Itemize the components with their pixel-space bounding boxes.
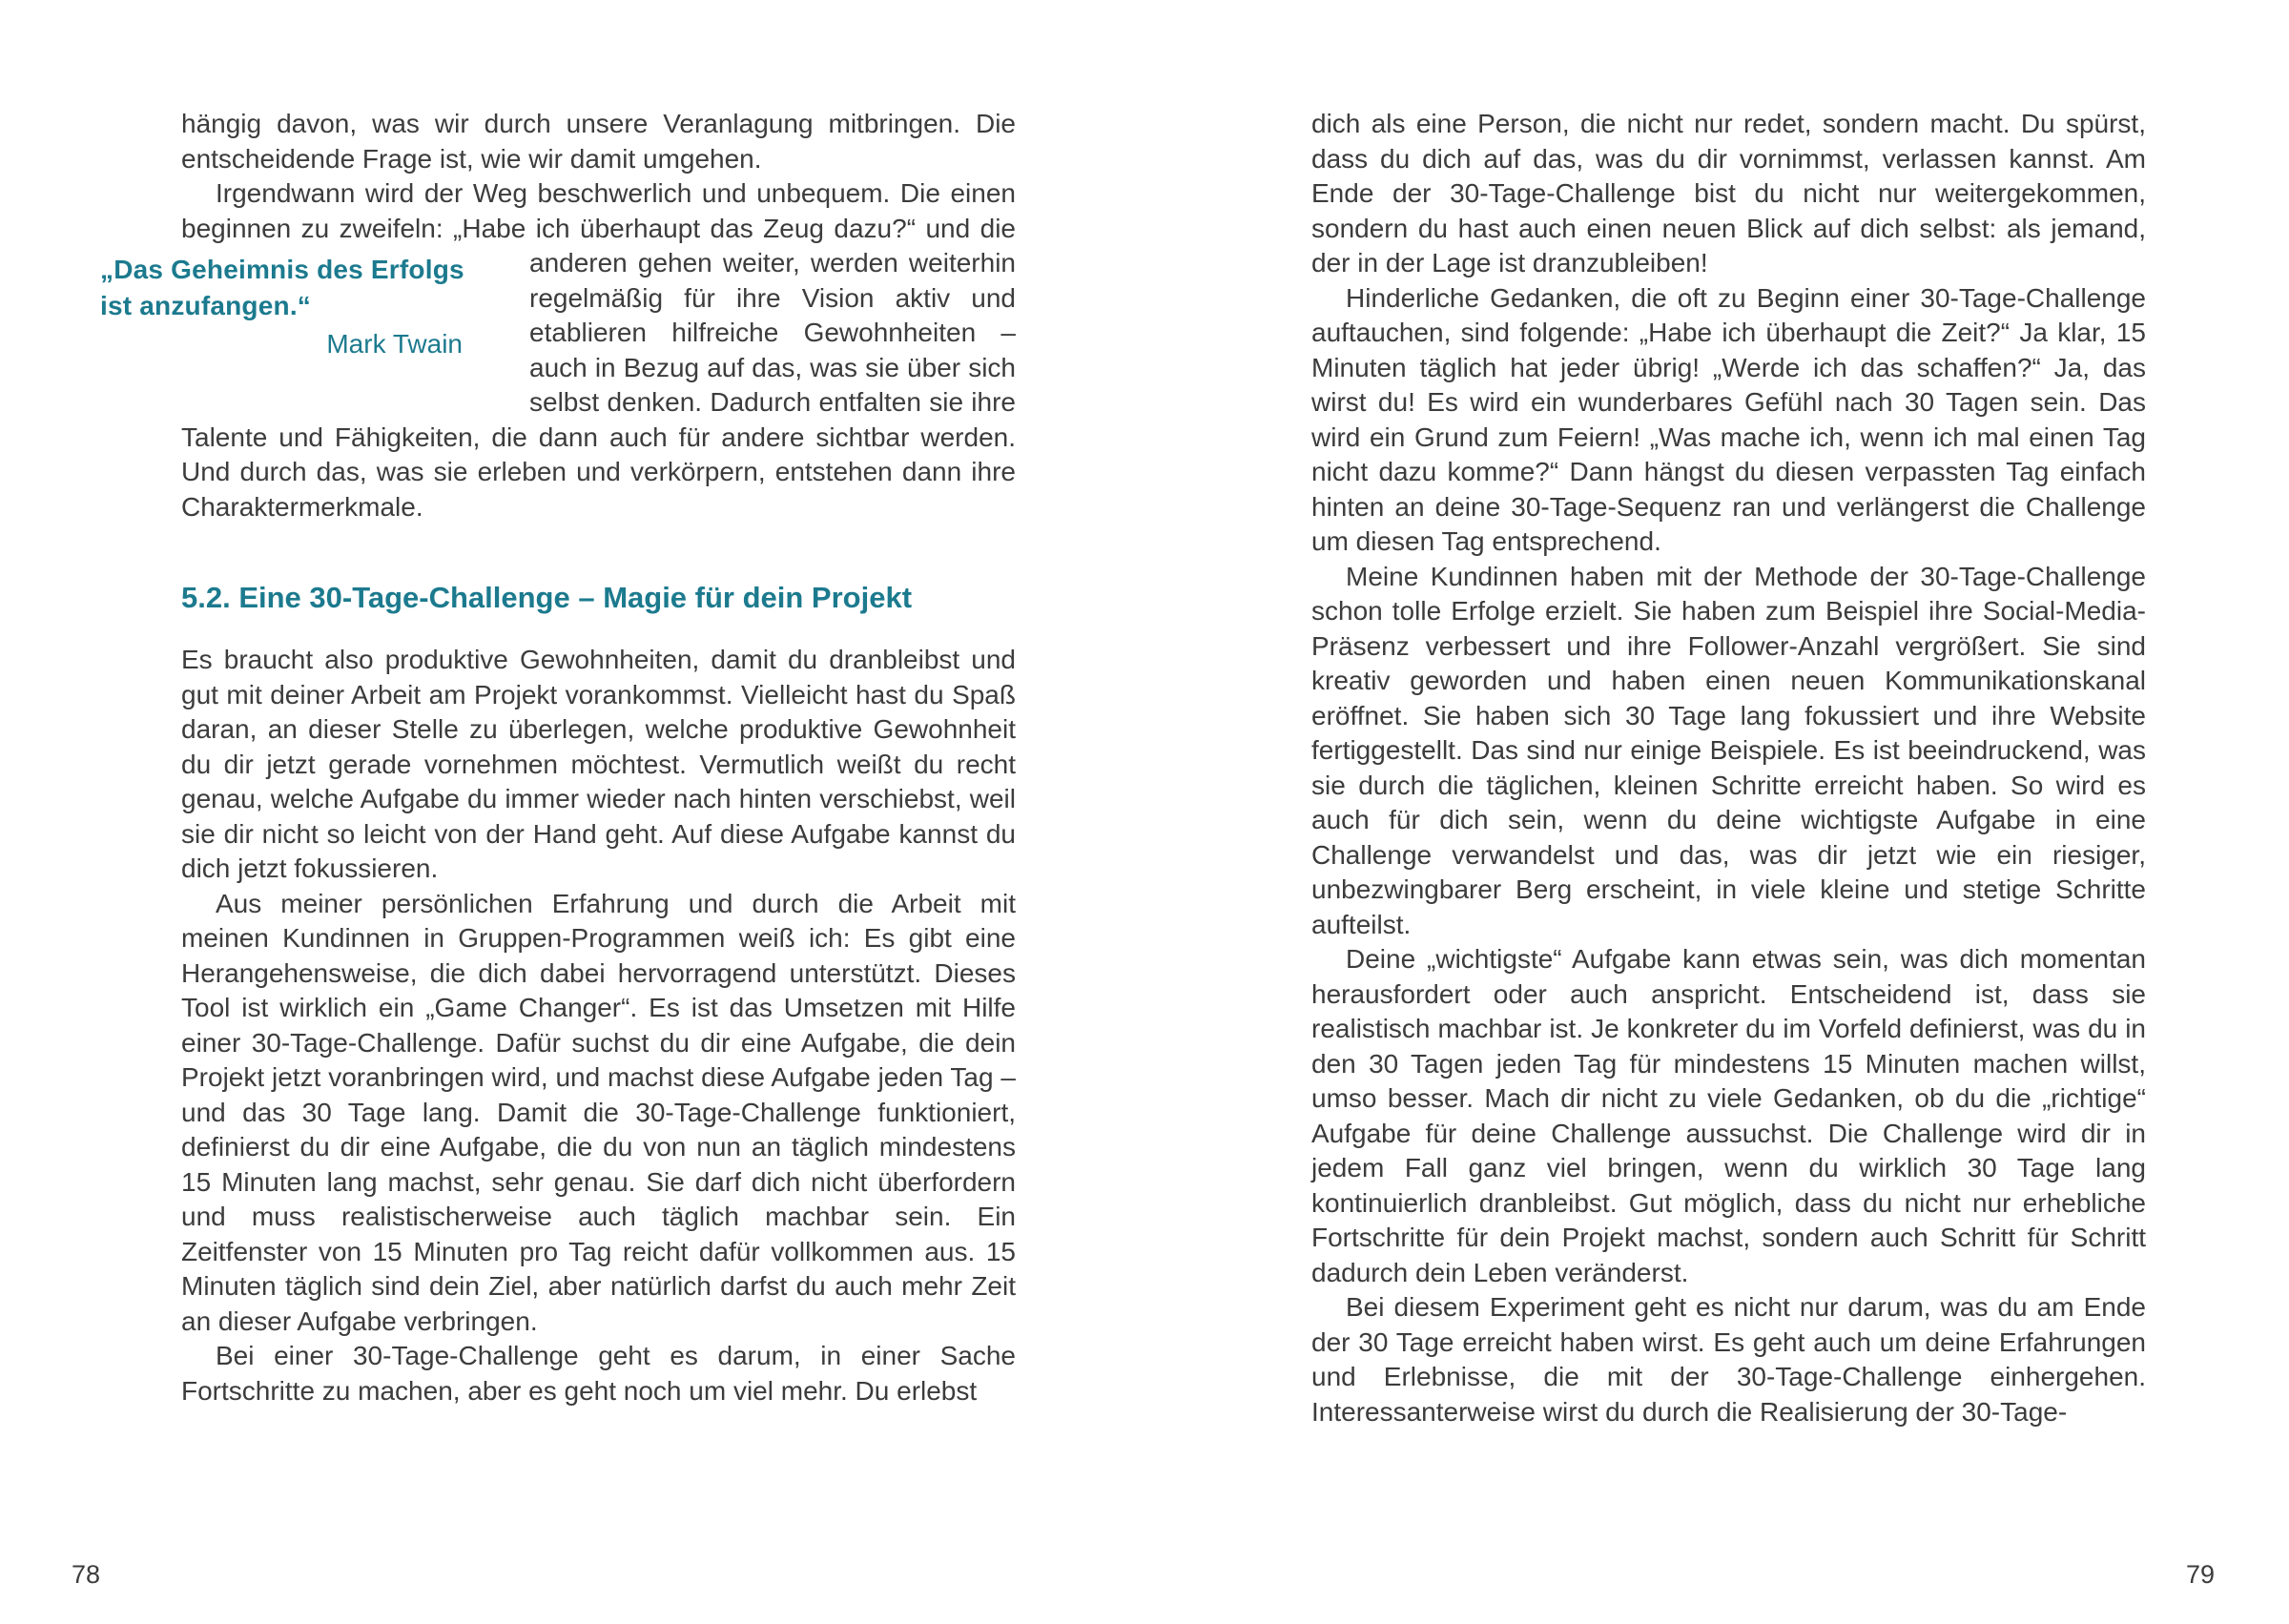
paragraph: Aus meiner persönlichen Erfahrung und durch die Arbeit mit meinen Kundinnen in Gruppen-Programmen weiß ich: Es gibt eine Herangehensweise, die dich dabei hervorragend unterstützt. Dieses Tool ist wirklich ein „Game Changer“. Es ist das Umsetzen mit Hilfe einer 30-Tage-Challenge. Dafür suchst du dir eine Aufgabe, die dein Projekt jetzt voranbringen wird, und machst diese Aufgabe jeden Tag – und das 30 Tage lang. Damit die 30-Tage-Challenge funktioniert, definierst du dir eine Aufgabe, die du von nun an täglich mindestens 15 Minuten lang machst, sehr genau. Sie darf dich nicht überfordern und muss realistischerweise auch täglich machbar sein. Ein Zeitfenster von 15 Minuten pro Tag reicht dafür vollkommen aus. 15 Minuten täglich sind dein Ziel, aber natürlich darfst du auch mehr Zeit an dieser Aufgabe verbringen. — [181, 888, 1016, 1336]
paragraph-continuation: hängig davon, was wir durch unsere Veranlagung mitbringen. Die entscheidende Frage ist, wie wir damit umgehen. — [181, 109, 1016, 174]
paragraph: Hinderliche Gedanken, die oft zu Beginn einer 30-Tage-Challenge auftauchen, sind folgende: „Habe ich überhaupt die Zeit?“ Ja klar, 15 Minuten täglich hat jeder übrig! „Werde ich das schaffen?“ Ja, das wirst du! Es wird ein wunderbares Gefühl nach 30 Tagen sein. Das wird ein Grund zum Feiern! „Was mache ich, wenn ich mal einen Tag nicht dazu komme?“ Dann hängst du diesen verpassten Tag einfach hinten an deine 30-Tage-Sequenz ran und verlängerst die Challenge um diesen Tag entsprechend. — [1311, 282, 2146, 556]
paragraph: Bei einer 30-Tage-Challenge geht es darum, in einer Sache Fortschritte zu machen, aber es geht noch um viel mehr. Du erlebst — [181, 1341, 1016, 1406]
paragraph-with-pullquote — [100, 176, 1016, 524]
pullquote — [100, 252, 491, 362]
pullquote-attribution: Mark Twain — [326, 329, 463, 359]
page-right — [1144, 0, 2289, 1624]
right-text-column — [1311, 107, 2146, 1429]
paragraph: Es braucht also produktive Gewohnheiten, damit du dranbleibst und gut mit deiner Arbeit am Projekt vorankommst. Vielleicht hast du Spaß daran, an dieser Stelle zu überlegen, welche produktive Gewohnheit du dir jetzt gerade vornehmen möchtest. Vermutlich weißt du recht genau, welche Aufgabe du immer wieder nach hinten verschiebst, weil sie dir nicht so leicht von der Hand geht. Auf diese Aufgabe kannst du dich jetzt fokussieren. — [181, 645, 1016, 883]
paragraph-text-after-quote: die anderen gehen weiter, werden weiterhin regelmäßig für ihre Vision aktiv und etablieren hilfreiche Gewohnheiten – auch in Bezug auf das, was sie über sich selbst denken. Dadurch entfalten sie ihre Talente und Fähigkeiten, die dann auch für andere sichtbar werden. Und durch das, was sie erleben und verkörpern, entstehen dann ihre Charaktermerkmale. — [181, 213, 1016, 522]
paragraph-text-before-quote: Irgendwann wird der Weg beschwerlich und unbequem. Die einen beginnen zu zweifeln: „Habe ich überhaupt das Zeug dazu?“ und — [181, 178, 1016, 243]
page-left — [0, 0, 1144, 1624]
paragraph: Deine „wichtigste“ Aufgabe kann etwas sein, was dich momentan herausfordert oder auch anspricht. Entscheidend ist, dass sie realistisch machbar ist. Je konkreter du im Vorfeld definierst, was du in den 30 Tagen jeden Tag für mindestens 15 Minuten machen willst, umso besser. Mach dir nicht zu viele Gedanken, ob du die „richtige“ Aufgabe für deine Challenge aussuchst. Die Challenge wird dir in jedem Fall ganz viel bringen, wenn du wirklich 30 Tage lang kontinuierlich dranbleibst. Gut möglich, dass du nicht nur erhebliche Fortschritte für dein Projekt machst, sondern auch Schritt für Schritt dadurch dein Leben veränderst. — [1311, 944, 2146, 1287]
paragraph: Bei diesem Experiment geht es nicht nur darum, was du am Ende der 30 Tage erreicht haben wirst. Es geht auch um deine Erfahrungen und Erlebnisse, die mit der 30-Tage-Challenge einhergehen. Interessanterweise wirst du durch die Realisierung der 30-Tage- — [1311, 1292, 2146, 1427]
pullquote-text: „Das Geheimnis des Erfolgs ist anzufangen.“ — [100, 255, 464, 320]
paragraph: Meine Kundinnen haben mit der Methode der 30-Tage-Challenge schon tolle Erfolge erzielt. Sie haben zum Beispiel ihre Social-Media-Präsenz verbessert und ihre Follower-Anzahl vergrößert. Sie sind kreativ geworden und haben einen neuen Kommunikationskanal eröffnet. Sie haben sich 30 Tage lang fokussiert und ihre Website fertiggestellt. Das sind nur einige Beispiele. Es ist beeindruckend, was sie durch die täglichen, kleinen Schritte erreicht haben. So wird es auch für dich sein, wenn du deine wichtigste Aufgabe in eine Challenge verwandelst und das, was dir jetzt wie ein riesiger, unbezwingbarer Berg erscheint, in viele kleine und stetige Schritte aufteilst. — [1311, 561, 2146, 939]
page-number-right: 79 — [2185, 1560, 2215, 1589]
page-number-left: 78 — [72, 1560, 101, 1589]
section-heading: 5.2. Eine 30-Tage-Challenge – Magie für dein Projekt — [181, 581, 913, 614]
left-text-column — [100, 107, 1016, 1408]
paragraph: dich als eine Person, die nicht nur redet, sondern macht. Du spürst, dass du dich auf das, was du dir vornimmst, verlassen kannst. Am Ende der 30-Tage-Challenge bist du nicht nur weitergekommen, sondern du hast auch einen neuen Blick auf dich selbst: als jemand, der in der Lage ist dranzubleiben! — [1311, 109, 2146, 278]
